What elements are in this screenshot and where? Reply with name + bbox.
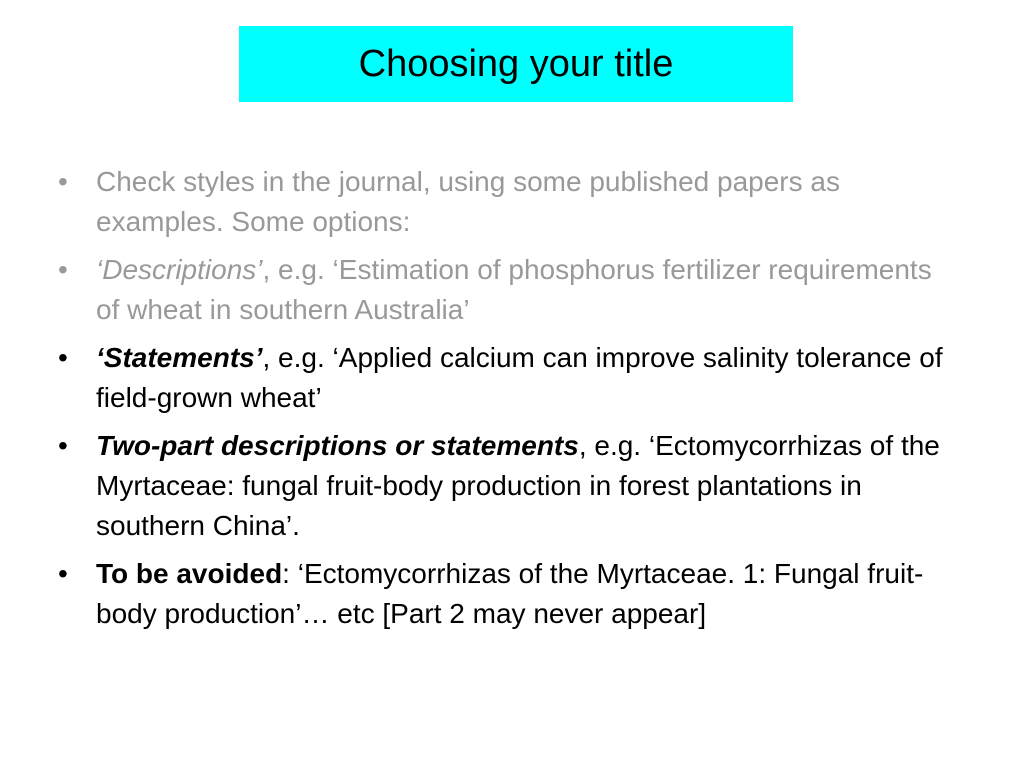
bullet-text: , e.g. ‘Applied calcium can improve salinity tolerance of field-grown wheat’ — [96, 342, 943, 413]
bullet-list — [58, 162, 958, 642]
slide-title: Choosing your title — [358, 43, 674, 85]
bullet-text: , e.g. ‘Estimation of phosphorus fertilizer requirements of wheat in southern Australia’ — [96, 254, 932, 325]
bullet-text: Check styles in the journal, using some published papers as examples. Some options: — [96, 166, 840, 237]
bullet-marker: • — [58, 166, 68, 197]
bullet-emphasis: ‘Descriptions’ — [96, 254, 263, 285]
bullet-marker: • — [58, 430, 68, 461]
bullet-marker: • — [58, 254, 68, 285]
bullet-statements — [58, 338, 958, 418]
bullet-text: : ‘Ectomycorrhizas of the Myrtaceae. 1: Fungal fruit-body production’… etc [Part 2 may never appear] — [96, 558, 924, 629]
bullet-emphasis: Two-part descriptions or statements — [96, 430, 579, 461]
bullet-descriptions — [58, 250, 958, 330]
bullet-to-be-avoided — [58, 554, 958, 634]
bullet-marker: • — [58, 342, 68, 373]
bullet-emphasis: ‘Statements’ — [96, 342, 263, 373]
bullet-marker: • — [58, 558, 68, 589]
bullet-check-styles — [58, 162, 958, 242]
bullet-emphasis: To be avoided — [96, 558, 283, 589]
title-box — [239, 26, 793, 102]
bullet-two-part — [58, 426, 958, 546]
bullet-text: , e.g. ‘Ectomycorrhizas of the Myrtaceae: fungal fruit-body production in forest plantations in southern China’. — [96, 430, 940, 541]
